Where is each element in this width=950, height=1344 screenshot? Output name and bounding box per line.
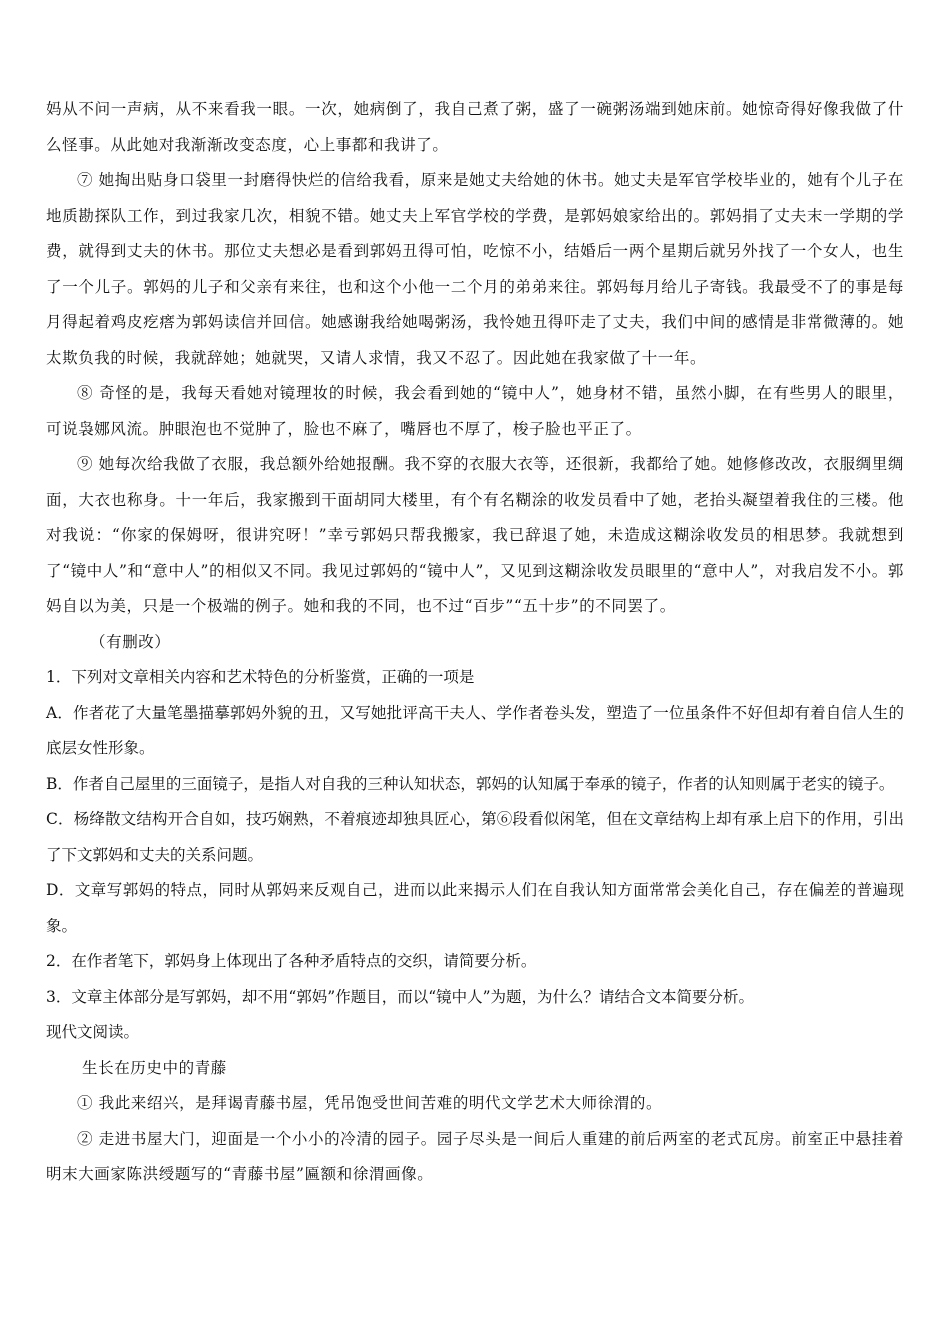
paragraph-7: ⑦ 她掏出贴身口袋里一封磨得快烂的信给我看，原来是她丈夫给她的休书。她丈夫是军官学校毕业的，她有个儿子在地质勘探队工作，到过我家几次，相貌不错。她丈夫上军官学校的学费，是郭妈娘家给出的。郭妈捐了丈夫末一学期的学费，就得到丈夫的休书。那位丈夫想必是看到郭妈丑得可怕，吃惊不小，结婚后一两个星期后就另外找了一个女人，也生了一个儿子。郭妈的儿子和父亲有来往，也和这个小他一二个月的弟弟来往。郭妈每月给儿子寄钱。我最受不了的事是每月得起着鸡皮疙瘩为郭妈读信并回信。她感谢我给她喝粥汤，我怜她丑得吓走了丈夫，我们中间的感情是非常微薄的。她太欺负我的时候，我就辞她；她就哭，又请人求情，我又不忍了。因此她在我家做了十一年。	[46, 171, 904, 367]
paragraph-9: ⑨ 她每次给我做了衣服，我总额外给她报酬。我不穿的衣服大衣等，还很新，我都给了她。她修修改改，衣服绸里绸面，大衣也称身。十一年后，我家搬到干面胡同大楼里，有个有名糊涂的收发员看中了她，老抬头凝望着我住的三楼。他对我说：“你家的保姆呀，很讲究呀！”幸亏郭妈只帮我搬家，我已辞退了她，未造成这糊涂收发员的相思梦。我就想到了“镜中人”和“意中人”的相似又不同。我见过郭妈的“镜中人”，又见到这糊涂收发员眼里的“意中人”，对我启发不小。郭妈自以为美，只是一个极端的例子。她和我的不同，也不过“百步”“五十步”的不同罢了。	[46, 455, 904, 615]
question-1-option-a: A．作者花了大量笔墨描摹郭妈外貌的丑，又写她批评高干夫人、学作者卷头发，塑造了一位虽条件不好但却有着自信人生的底层女性形象。	[46, 703, 904, 757]
question-1-option-c: C．杨绛散文结构开合自如，技巧娴熟，不着痕迹却独具匠心，第⑥段看似闲笔，但在文章结构上却有承上启下的作用，引出了下文郭妈和丈夫的关系问题。	[46, 810, 904, 864]
article-paragraph-1: ① 我此来绍兴，是拜谒青藤书屋，凭吊饱受世间苦难的明代文学艺术大师徐渭的。	[77, 1094, 663, 1112]
article-title: 生长在历史中的青藤	[82, 1058, 227, 1077]
question-1-option-b: B．作者自己屋里的三面镜子，是指人对自我的三种认知状态，郭妈的认知属于奉承的镜子，作者的认知则属于老实的镜子。	[46, 774, 895, 793]
question-3: 3．文章主体部分是写郭妈，却不用“郭妈”作题目，而以“镜中人”为题，为什么？请结合文本简要分析。	[46, 987, 755, 1006]
paragraph-6-continued: 妈从不问一声病，从不来看我一眼。一次，她病倒了，我自己煮了粥，盛了一碗粥汤端到她床前。她惊奇得好像我做了什么怪事。从此她对我渐渐改变态度，心上事都和我讲了。	[46, 100, 904, 154]
article-paragraph-2: ② 走进书屋大门，迎面是一个小小的冷清的园子。园子尽头是一间后人重建的前后两室的老式瓦房。前室正中悬挂着明末大画家陈洪绶题写的“青藤书屋”匾额和徐渭画像。	[46, 1129, 904, 1183]
question-1: 1．下列对文章相关内容和艺术特色的分析鉴赏，正确的一项是	[46, 668, 475, 686]
document-page	[46, 92, 904, 1193]
section-heading: 现代文阅读。	[46, 1023, 140, 1041]
question-2: 2．在作者笔下，郭妈身上体现出了各种矛盾特点的交织，请简要分析。	[46, 952, 537, 970]
paragraph-8: ⑧ 奇怪的是，我每天看她对镜理妆的时候，我会看到她的“镜中人”，她身材不错，虽然小脚，在有些男人的眼里，可说袅娜风流。肿眼泡也不觉肿了，脸也不麻了，嘴唇也不厚了，梭子脸也平正了。	[46, 384, 904, 438]
question-1-option-d: D．文章写郭妈的特点，同时从郭妈来反观自己，进而以此来揭示人们在自我认知方面常常会美化自己，存在偏差的普遍现象。	[46, 881, 904, 935]
edit-note: （有删改）	[90, 632, 171, 651]
